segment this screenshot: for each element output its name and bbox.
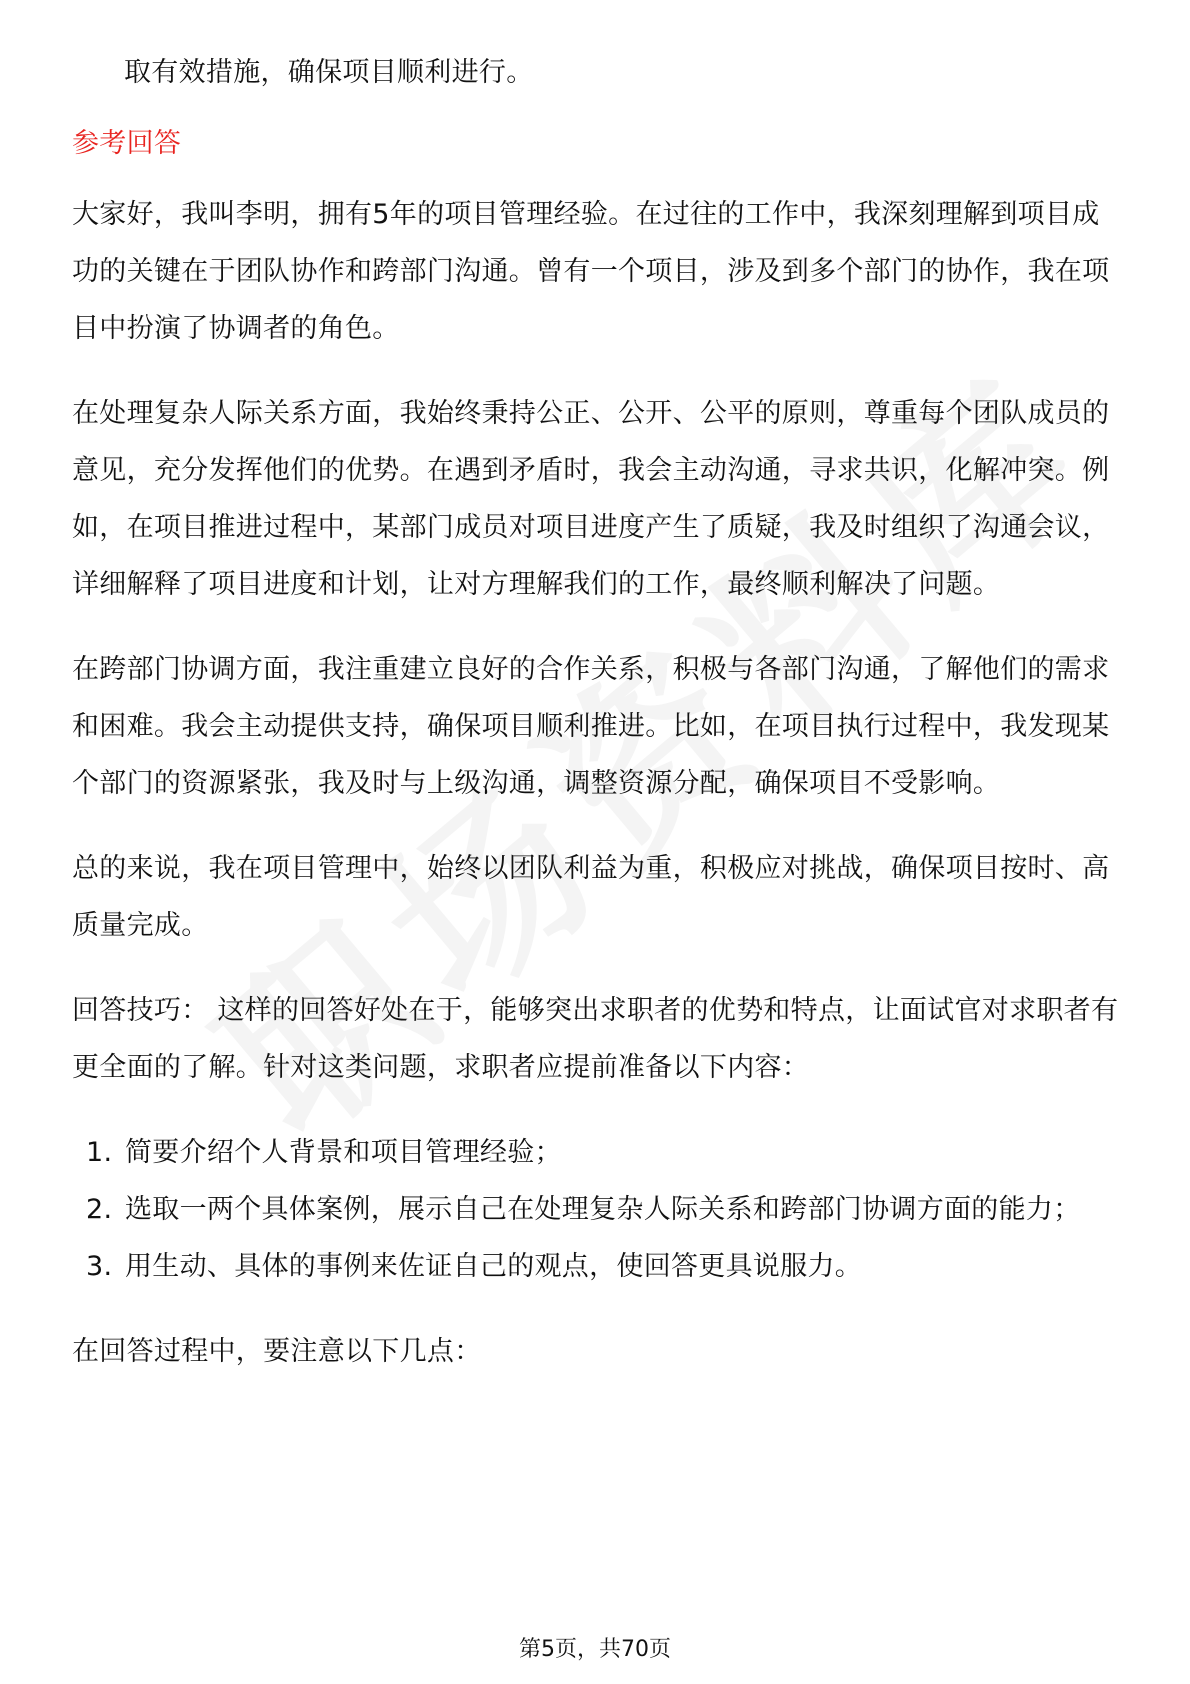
paragraph-coordination: 在跨部门协调方面，我注重建立良好的合作关系，积极与各部门沟通，了解他们的需求和困难。我会主动提供支持，确保项目顺利推进。比如，在项目执行过程中，我发现某个部门的资源紧张，我及时与上级沟通，调整资源分配，确保项目不受影响。 bbox=[72, 654, 1110, 799]
list-item-text: 用生动、具体的事例来佐证自己的观点，使回答更具说服力。 bbox=[125, 1251, 863, 1282]
paragraph-summary: 总的来说，我在项目管理中，始终以团队利益为重，积极应对挑战，确保项目按时、高质量完成。 bbox=[72, 853, 1110, 941]
section-heading: 参考回答 bbox=[72, 128, 182, 159]
list-item bbox=[72, 1238, 1120, 1295]
list-item-number: 1. bbox=[86, 1137, 113, 1168]
list-item bbox=[72, 1124, 1120, 1181]
page-footer: 第5页，共70页 bbox=[519, 1637, 671, 1662]
page-content bbox=[72, 44, 1120, 1380]
list-item bbox=[72, 1181, 1120, 1238]
tips-list bbox=[72, 1124, 1120, 1295]
closing-line: 在回答过程中，要注意以下几点： bbox=[72, 1336, 482, 1367]
list-item-text: 选取一两个具体案例，展示自己在处理复杂人际关系和跨部门协调方面的能力； bbox=[125, 1194, 1081, 1225]
paragraph-relationships: 在处理复杂人际关系方面，我始终秉持公正、公开、公平的原则，尊重每个团队成员的意见，充分发挥他们的优势。在遇到矛盾时，我会主动沟通，寻求共识，化解冲突。例如，在项目推进过程中，某部门成员对项目进度产生了质疑，我及时组织了沟通会议，详细解释了项目进度和计划，让对方理解我们的工作，最终顺利解决了问题。 bbox=[72, 398, 1110, 600]
paragraph-intro: 大家好，我叫李明，拥有5年的项目管理经验。在过往的工作中，我深刻理解到项目成功的关键在于团队协作和跨部门沟通。曾有一个项目，涉及到多个部门的协作，我在项目中扮演了协调者的角色。 bbox=[72, 199, 1110, 344]
list-item-number: 2. bbox=[86, 1194, 113, 1225]
list-item-number: 3. bbox=[86, 1251, 113, 1282]
paragraph-tips-intro: 回答技巧： 这样的回答好处在于，能够突出求职者的优势和特点，让面试官对求职者有更全面的了解。针对这类问题，求职者应提前准备以下内容： bbox=[72, 995, 1119, 1083]
continuation-line: 取有效措施，确保项目顺利进行。 bbox=[124, 57, 534, 88]
list-item-text: 简要介绍个人背景和项目管理经验； bbox=[125, 1137, 562, 1168]
